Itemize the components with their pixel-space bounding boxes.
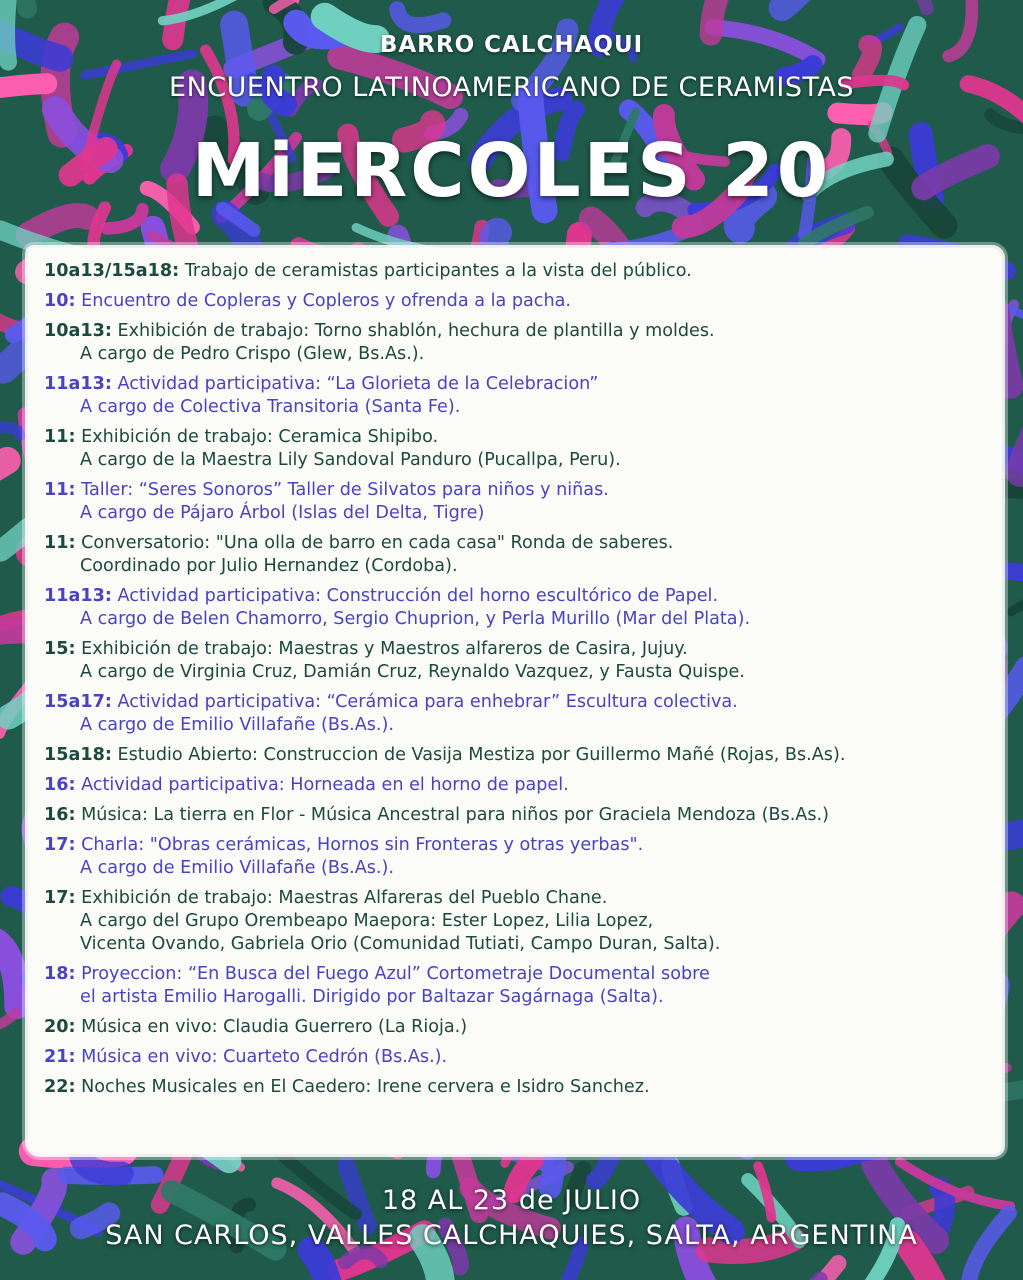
schedule-item-first-line xyxy=(44,291,571,311)
schedule-item xyxy=(44,774,992,797)
schedule-item xyxy=(44,1046,992,1069)
schedule-item-first-line xyxy=(44,888,607,908)
schedule-item-first-line xyxy=(44,374,598,394)
schedule-item xyxy=(44,373,992,419)
schedule-description: Música: La tierra en Flor - Música Ancestral para niños por Graciela Mendoza (Bs.As.) xyxy=(81,805,829,825)
schedule-item xyxy=(44,744,992,767)
schedule-time: 15: xyxy=(44,639,76,659)
schedule-time: 17: xyxy=(44,835,76,855)
schedule-description: Actividad participativa: “Cerámica para enhebrar” Escultura colectiva. xyxy=(117,692,738,712)
schedule-list xyxy=(44,260,992,1106)
schedule-item xyxy=(44,320,992,366)
schedule-description-continued: A cargo de Belen Chamorro, Sergio Chuprion, y Perla Murillo (Mar del Plata). xyxy=(80,609,751,629)
schedule-time: 11a13: xyxy=(44,374,112,394)
schedule-item-first-line xyxy=(44,480,609,500)
schedule-description-continued: el artista Emilio Harogalli. Dirigido por Baltazar Sagárnaga (Salta). xyxy=(80,987,664,1007)
schedule-time: 11: xyxy=(44,533,76,553)
schedule-description: Exhibición de trabajo: Maestras Alfareras del Pueblo Chane. xyxy=(81,888,608,908)
schedule-time: 18: xyxy=(44,964,76,984)
schedule-item xyxy=(44,532,992,578)
schedule-description: Actividad participativa: Construcción del horno escultórico de Papel. xyxy=(117,586,719,606)
schedule-item xyxy=(44,1076,992,1099)
schedule-description: Charla: "Obras cerámicas, Hornos sin Fronteras y otras yerbas". xyxy=(81,835,644,855)
schedule-item-first-line xyxy=(44,586,718,606)
schedule-description: Encuentro de Copleras y Copleros y ofrenda a la pacha. xyxy=(81,291,571,311)
organization-title: BARRO CALCHAQUI xyxy=(379,32,644,58)
schedule-item-first-line xyxy=(44,427,438,447)
schedule-time: 10: xyxy=(44,291,76,311)
schedule-item xyxy=(44,479,992,525)
schedule-description: Música en vivo: Cuarteto Cedrón (Bs.As.). xyxy=(81,1047,448,1067)
schedule-description: Conversatorio: "Una olla de barro en cada casa" Ronda de saberes. xyxy=(81,533,674,553)
schedule-description-continued: A cargo del Grupo Orembeapo Maepora: Ester Lopez, Lilia Lopez, xyxy=(80,911,654,931)
schedule-item-first-line xyxy=(44,1017,467,1037)
schedule-time: 21: xyxy=(44,1047,76,1067)
schedule-item-first-line xyxy=(44,261,692,281)
schedule-time: 11a13: xyxy=(44,586,112,606)
schedule-description: Estudio Abierto: Construccion de Vasija Mestiza por Guillermo Mañé (Rojas, Bs.As). xyxy=(117,745,846,765)
schedule-item xyxy=(44,1016,992,1039)
brush-stroke xyxy=(311,1250,331,1280)
schedule-time: 17: xyxy=(44,888,76,908)
festival-location: SAN CARLOS, VALLES CALCHAQUIES, SALTA, ARGENTINA xyxy=(105,1220,918,1251)
schedule-item-first-line xyxy=(44,745,845,765)
schedule-time: 10a13/15a18: xyxy=(44,261,180,281)
schedule-item-first-line xyxy=(44,692,738,712)
schedule-time: 22: xyxy=(44,1077,76,1097)
schedule-time: 16: xyxy=(44,805,76,825)
schedule-description-continued: A cargo de Pájaro Árbol (Islas del Delta, Tigre) xyxy=(80,503,485,523)
schedule-item-first-line xyxy=(44,775,569,795)
schedule-description: Trabajo de ceramistas participantes a la vista del público. xyxy=(184,261,692,281)
schedule-description: Noches Musicales en El Caedero: Irene cervera e Isidro Sanchez. xyxy=(81,1077,650,1097)
schedule-item-first-line xyxy=(44,639,688,659)
schedule-item xyxy=(44,963,992,1009)
schedule-item xyxy=(44,887,992,956)
schedule-description: Proyeccion: “En Busca del Fuego Azul” Cortometraje Documental sobre xyxy=(81,964,710,984)
schedule-description-continued: A cargo de Emilio Villafañe (Bs.As.). xyxy=(80,858,394,878)
schedule-description: Taller: “Seres Sonoros” Taller de Silvatos para niños y niñas. xyxy=(81,480,609,500)
schedule-item-first-line xyxy=(44,835,643,855)
schedule-time: 15a18: xyxy=(44,745,112,765)
schedule-description: Exhibición de trabajo: Maestras y Maestros alfareros de Casira, Jujuy. xyxy=(81,639,688,659)
brush-stroke xyxy=(23,0,34,9)
schedule-item-first-line xyxy=(44,321,715,341)
schedule-description-continued: A cargo de Colectiva Transitoria (Santa Fe). xyxy=(80,397,461,417)
schedule-description: Actividad participativa: “La Glorieta de la Celebracion” xyxy=(117,374,599,394)
schedule-time: 11: xyxy=(44,480,76,500)
day-title: MiERCOLES 20 xyxy=(191,128,832,214)
schedule-description-continued: Vicenta Ovando, Gabriela Orio (Comunidad Tutiati, Campo Duran, Salta). xyxy=(80,934,721,954)
schedule-item-first-line xyxy=(44,1047,447,1067)
schedule-item xyxy=(44,638,992,684)
schedule-description-continued: A cargo de Virginia Cruz, Damián Cruz, Reynaldo Vazquez, y Fausta Quispe. xyxy=(80,662,745,682)
schedule-description: Exhibición de trabajo: Torno shablón, hechura de plantilla y moldes. xyxy=(117,321,715,341)
schedule-item xyxy=(44,804,992,827)
schedule-panel xyxy=(28,248,1002,1154)
schedule-description: Exhibición de trabajo: Ceramica Shipibo. xyxy=(81,427,439,447)
schedule-item-first-line xyxy=(44,1077,650,1097)
schedule-item xyxy=(44,585,992,631)
schedule-item-first-line xyxy=(44,964,710,984)
schedule-description-continued: A cargo de Emilio Villafañe (Bs.As.). xyxy=(80,715,394,735)
schedule-description: Música en vivo: Claudia Guerrero (La Rioja.) xyxy=(81,1017,468,1037)
event-title: ENCUENTRO LATINOAMERICANO DE CERAMISTAS xyxy=(169,72,854,103)
schedule-time: 11: xyxy=(44,427,76,447)
schedule-item xyxy=(44,691,992,737)
schedule-item xyxy=(44,834,992,880)
schedule-item-first-line xyxy=(44,805,829,825)
schedule-description-continued: A cargo de la Maestra Lily Sandoval Panduro (Pucallpa, Peru). xyxy=(80,450,621,470)
schedule-item xyxy=(44,290,992,313)
schedule-description-continued: Coordinado por Julio Hernandez (Cordoba). xyxy=(80,556,458,576)
schedule-description: Actividad participativa: Horneada en el horno de papel. xyxy=(81,775,569,795)
schedule-item xyxy=(44,426,992,472)
schedule-time: 15a17: xyxy=(44,692,112,712)
schedule-description-continued: A cargo de Pedro Crispo (Glew, Bs.As.). xyxy=(80,344,425,364)
schedule-time: 10a13: xyxy=(44,321,112,341)
schedule-item-first-line xyxy=(44,533,673,553)
festival-dates: 18 AL 23 de JULIO xyxy=(381,1185,642,1216)
schedule-item xyxy=(44,260,992,283)
schedule-time: 20: xyxy=(44,1017,76,1037)
schedule-time: 16: xyxy=(44,775,76,795)
